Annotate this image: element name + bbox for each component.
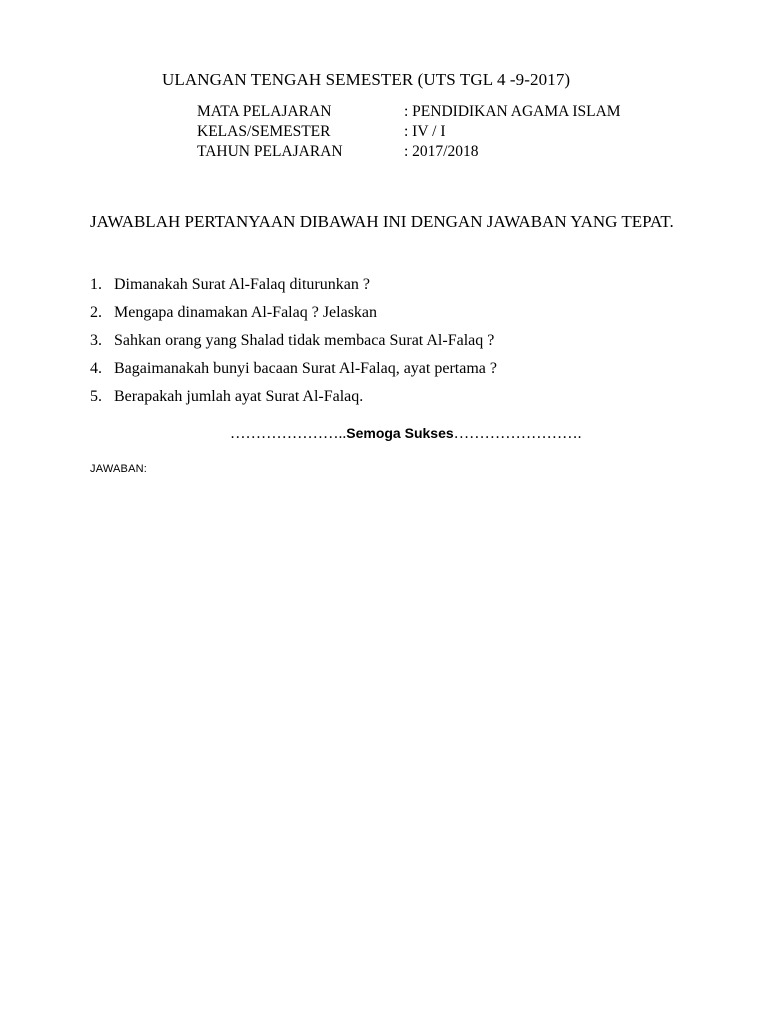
meta-row-year	[197, 142, 621, 162]
question-list	[90, 274, 497, 414]
question-number: 1.	[90, 276, 102, 293]
meta-label: MATA PELAJARAN	[197, 103, 332, 120]
list-item	[90, 330, 497, 358]
closing-dots-right: …………………….	[453, 425, 582, 442]
question-number: 5.	[90, 388, 102, 405]
list-item	[90, 302, 497, 330]
question-number: 2.	[90, 304, 102, 321]
exam-title: ULANGAN TENGAH SEMESTER (UTS TGL 4 -9-2017)	[162, 70, 571, 89]
instruction-text: JAWABLAH PERTANYAAN DIBAWAH INI DENGAN JAWABAN YANG TEPAT.	[90, 212, 674, 231]
list-item	[90, 274, 497, 302]
meta-value: : IV / I	[404, 123, 446, 140]
meta-value: : 2017/2018	[404, 143, 479, 160]
closing-line	[230, 425, 582, 443]
list-item	[90, 386, 497, 414]
meta-value: : PENDIDIKAN AGAMA ISLAM	[404, 103, 621, 120]
answer-label: JAWABAN:	[90, 463, 148, 475]
meta-row-subject	[197, 102, 621, 122]
list-item	[90, 358, 497, 386]
meta-label: TAHUN PELAJARAN	[197, 143, 343, 160]
question-text: Dimanakah Surat Al-Falaq diturunkan ?	[114, 276, 370, 293]
question-text: Mengapa dinamakan Al-Falaq ? Jelaskan	[114, 304, 378, 321]
question-number: 3.	[90, 332, 102, 349]
closing-dots-left: …………………..	[230, 425, 347, 442]
question-text: Bagaimanakah bunyi bacaan Surat Al-Falaq, ayat pertama ?	[114, 360, 497, 377]
question-number: 4.	[90, 360, 102, 377]
closing-message: Semoga Sukses	[346, 425, 454, 441]
question-text: Berapakah jumlah ayat Surat Al-Falaq.	[114, 388, 364, 405]
exam-meta	[197, 102, 621, 162]
meta-row-class	[197, 122, 621, 142]
question-text: Sahkan orang yang Shalad tidak membaca Surat Al-Falaq ?	[114, 332, 495, 349]
meta-label: KELAS/SEMESTER	[197, 123, 331, 140]
